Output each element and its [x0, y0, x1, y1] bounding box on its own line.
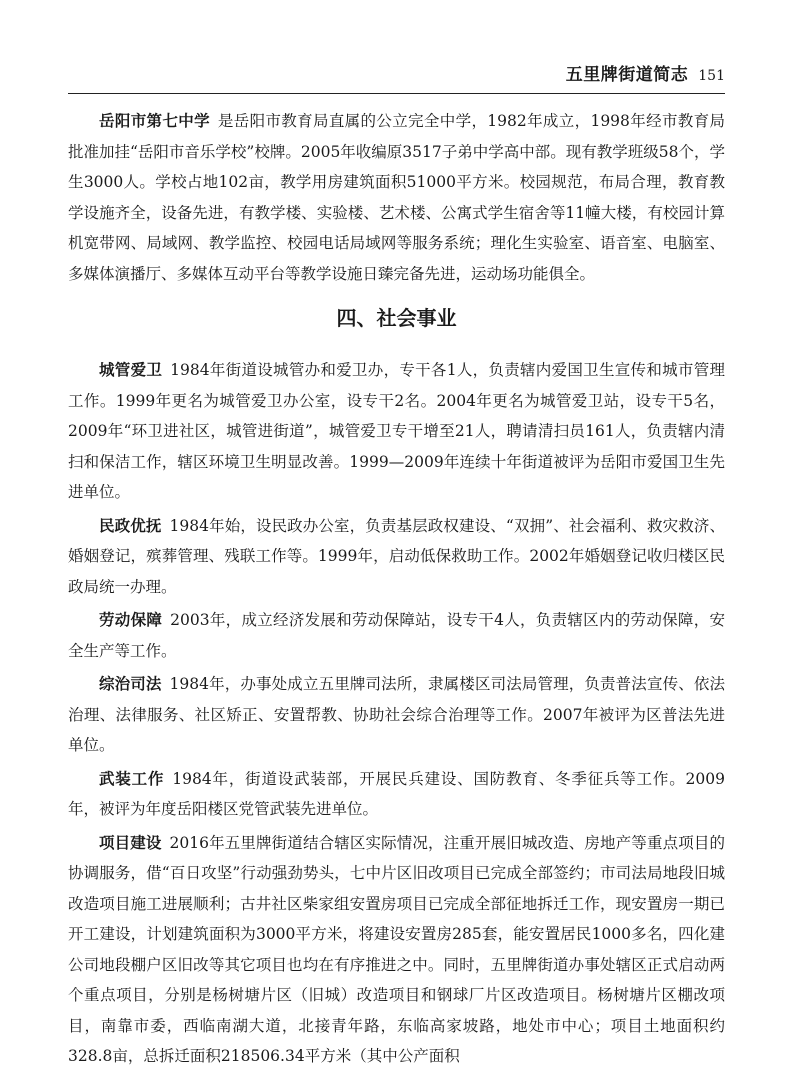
- paragraph-lead: 综治司法: [99, 675, 162, 693]
- paragraph-labor-security: [68, 605, 725, 666]
- paragraph-lead: 城管爱卫: [99, 361, 163, 379]
- page-body: [68, 106, 725, 1075]
- paragraph-text: 是岳阳市教育局直属的公立完全中学，1982年成立，1998年经市教育局批准加挂“岳阳市音乐学校”校牌。2005年收编原3517子弟中学高中部。现有教学班级58个，学生3000人。学校占地102亩，教学用房建筑面积51000平方米。校园规范，布局合理，教育教学设施齐全，设备先进，有教学楼、实验楼、艺术楼、公寓式学生宿舍等11幢大楼，有校园计算机宽带网、局域网、教学监控、校园电话局域网等服务系统；理化生实验室、语音室、电脑室、多媒体演播厅、多媒体互动平台等教学设施日臻完备先进，运动场功能俱全。: [68, 112, 725, 283]
- paragraph-text: 1984年街道设城管办和爱卫办，专干各1人，负责辖内爱国卫生宣传和城市管理工作。1999年更名为城管爱卫办公室，设专干2名。2004年更名为城管爱卫站，设专干5名，2009年“环卫进社区，城管进街道”，城管爱卫专干增至21人，聘请清扫员161人，负责辖内清扫和保洁工作，辖区环境卫生明显改善。1999—2009年连续十年街道被评为岳阳市爱国卫生先进单位。: [68, 361, 725, 501]
- paragraph-text: 1984年，办事处成立五里牌司法所，隶属楼区司法局管理，负责普法宣传、依法治理、法律服务、社区矫正、安置帮教、协助社会综合治理等工作。2007年被评为区普法先进单位。: [68, 675, 725, 754]
- paragraph-armed-forces: [68, 764, 725, 825]
- paragraph-text: 1984年始，设民政办公室，负责基层政权建设、“双拥”、社会福利、救灾救济、婚姻登记，殡葬管理、残联工作等。1999年，启动低保救助工作。2002年婚姻登记收归楼区民政局统一办理。: [68, 516, 725, 596]
- paragraph-project-construction: [68, 828, 725, 1072]
- section-title: 四、社会事业: [336, 306, 457, 330]
- paragraph-text: 1984年，街道设武装部，开展民兵建设、国防教育、冬季征兵等工作。2009年，被评为年度岳阳楼区党管武装先进单位。: [68, 769, 725, 818]
- paragraph-text: 2016年五里牌街道结合辖区实际情况，注重开展旧城改造、房地产等重点项目的协调服务，借“百日攻坚”行动强劲势头，七中片区旧改项目已完成全部签约；市司法局地段旧城改造项目施工进展顺利；古井社区柴家组安置房项目已完成全部征地拆迁工作，现安置房一期已开工建设，计划建筑面积为3000平方米，将建设安置房285套，能安置居民1000多名，四化建公司地段棚户区旧改等其它项目也均在有序推进之中。同时，五里牌街道办事处辖区正式启动两个重点项目，分别是杨树塘片区（旧城）改造项目和钢球厂片区改造项目。杨树塘片区棚改项目，南靠市委，西临南湖大道，北接青年路，东临高家坡路，地处市中心；项目土地面积约328.8亩，总拆迁面积218506.34平方米（其中公产面积: [68, 833, 725, 1065]
- paragraph-lead: 武装工作: [99, 769, 165, 788]
- paragraph-lead: 项目建设: [99, 833, 162, 852]
- paragraph-lead: 劳动保障: [99, 611, 163, 629]
- paragraph-urban-sanitation: [68, 355, 725, 508]
- paragraph-text: 2003年，成立经济发展和劳动保障站，设专干4人，负责辖区内的劳动保障，安全生产等工作。: [68, 611, 725, 660]
- paragraph-yueyang-no7-school: [68, 106, 725, 289]
- paragraph-lead: 岳阳市第七中学: [99, 112, 210, 130]
- paragraph-judicial: [68, 669, 725, 761]
- paragraph-civil-affairs: [68, 511, 725, 603]
- header-rule: [68, 93, 725, 94]
- page-number: 151: [698, 68, 725, 84]
- book-title: 五里牌街道简志: [565, 65, 689, 85]
- paragraph-lead: 民政优抚: [99, 516, 162, 535]
- running-header: [68, 60, 725, 90]
